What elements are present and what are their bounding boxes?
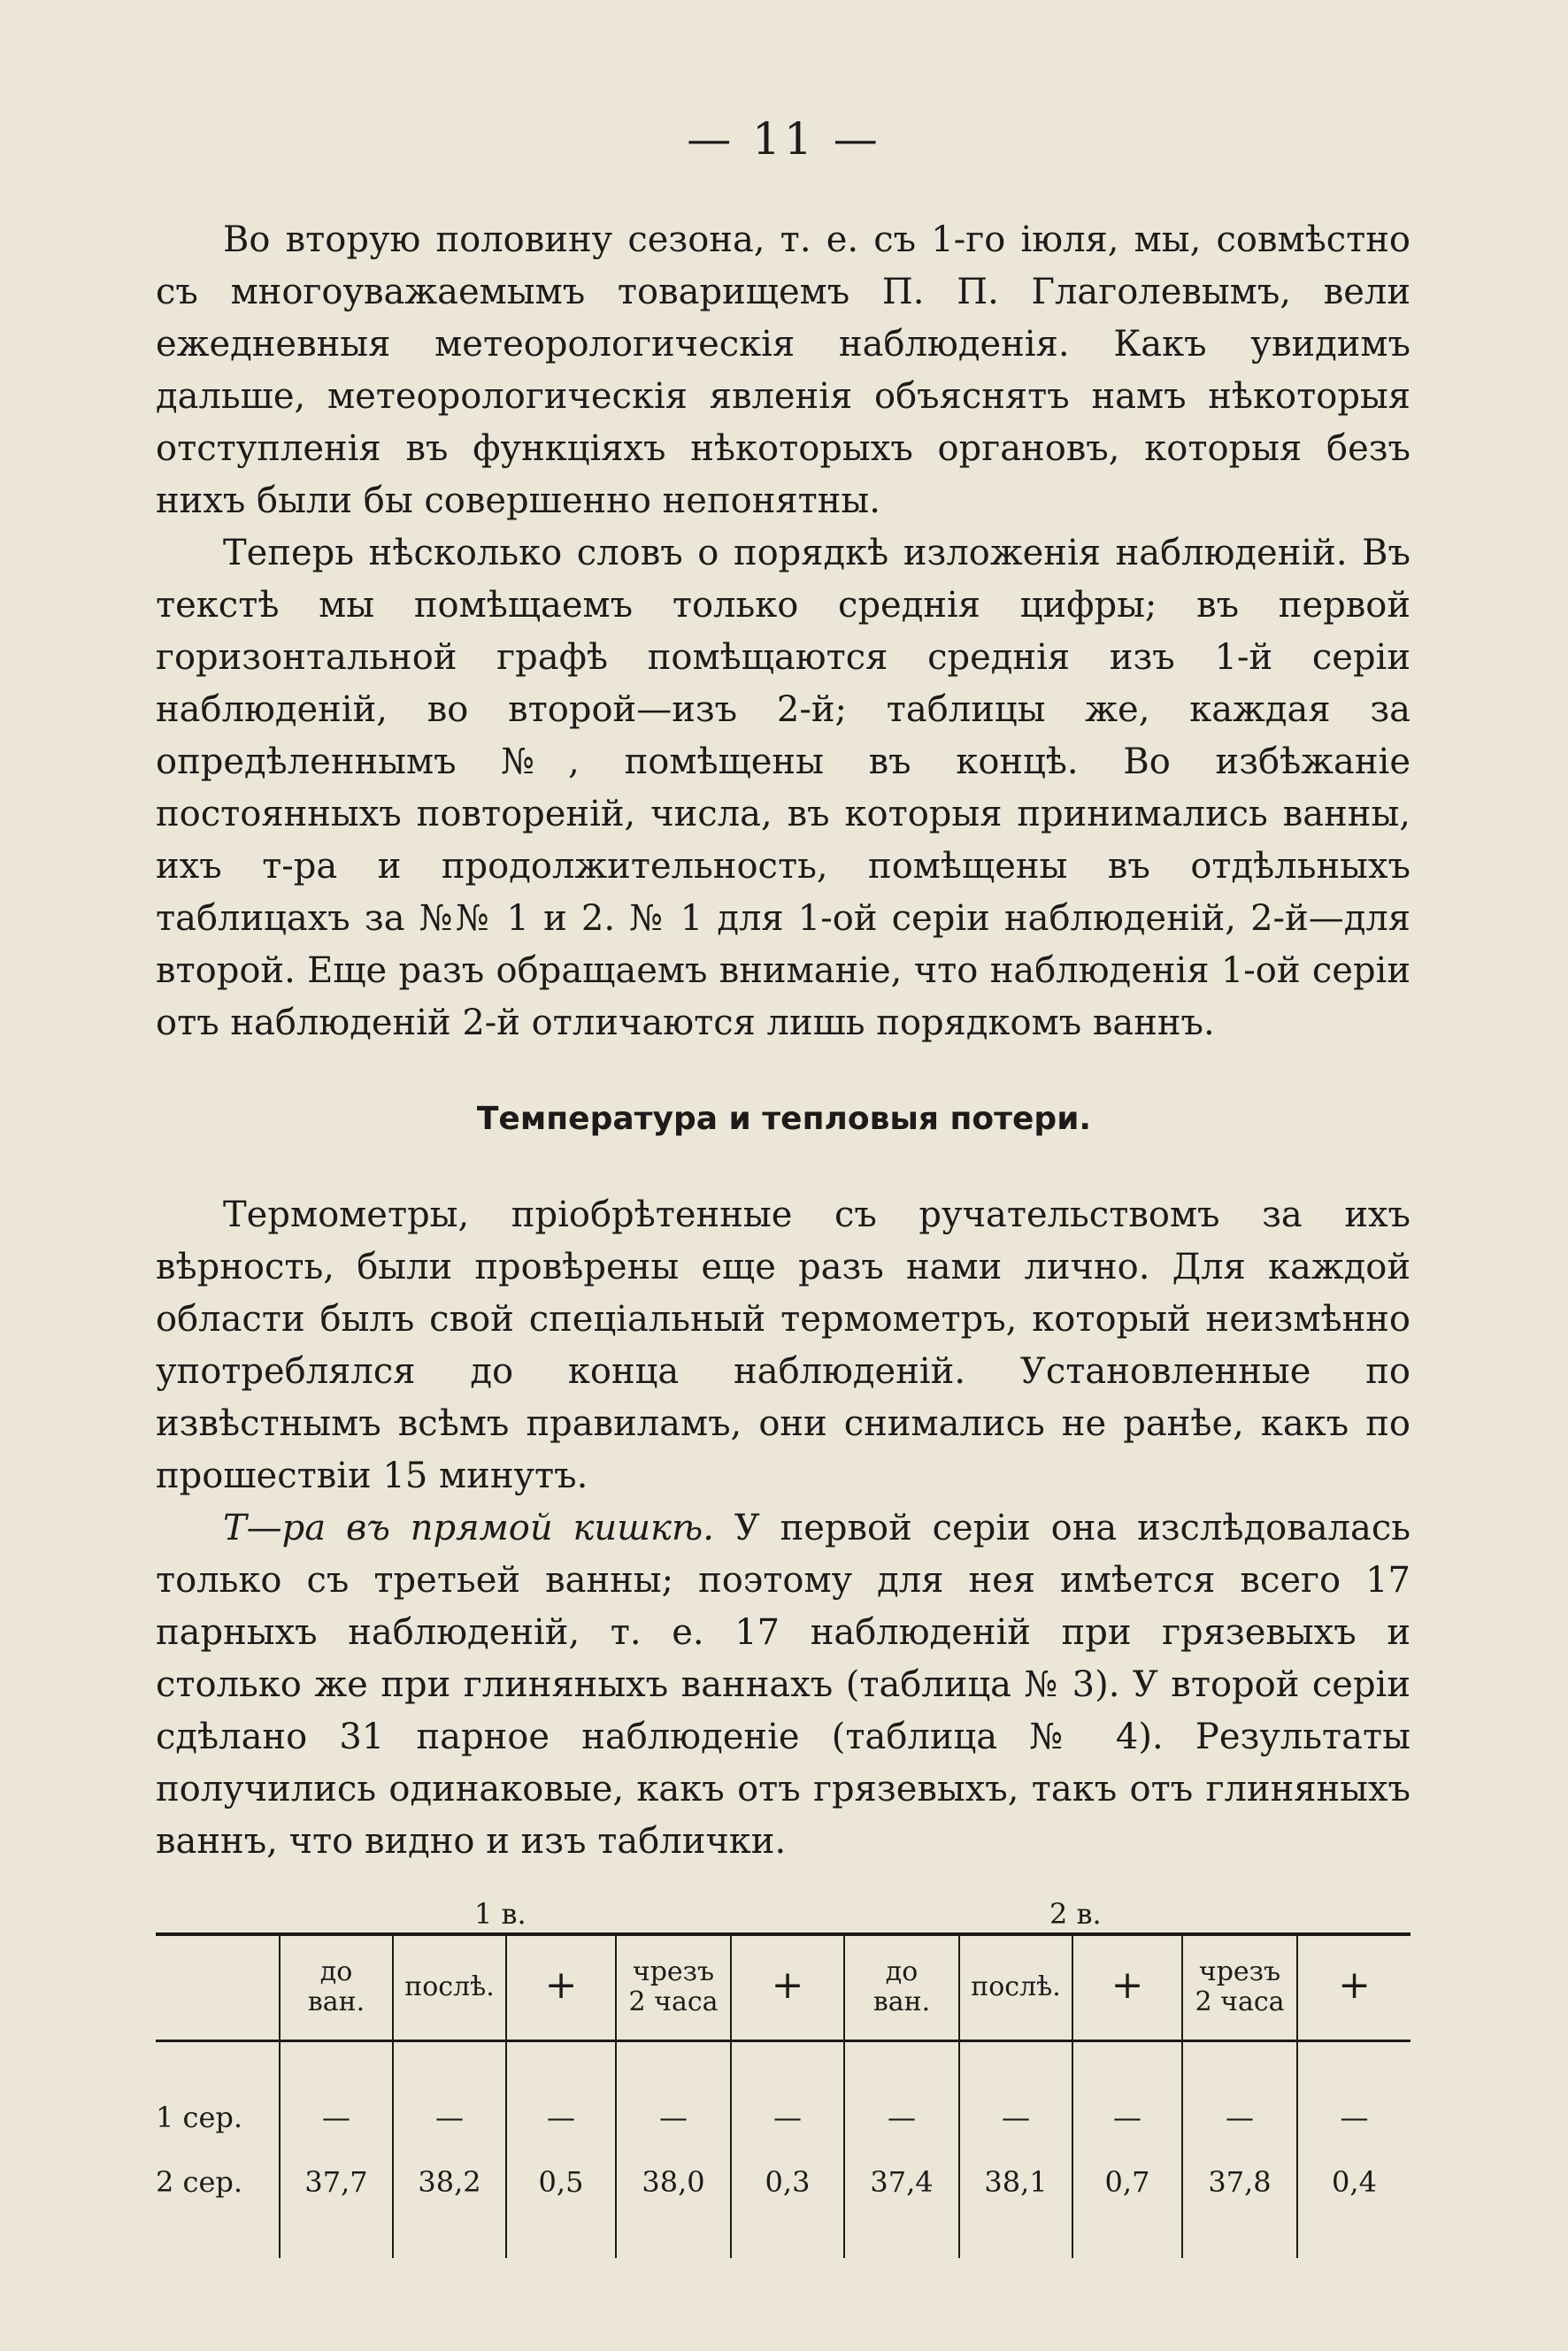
temperature-table <box>156 1932 1410 2258</box>
table-group-labels <box>156 1897 1410 1932</box>
table-cell: — <box>959 2040 1072 2140</box>
header-plus-3: + <box>1072 1934 1182 2040</box>
header-before-2: до ван. <box>844 1934 959 2040</box>
header-before-1: до ван. <box>280 1934 393 2040</box>
table-header-row <box>156 1934 1410 2040</box>
table-cell: — <box>1182 2040 1297 2140</box>
intro-text <box>156 214 1410 1049</box>
paragraph-thermometers: Термометры, пріобрѣтенные съ ручательствомъ за ихъ вѣрность, были провѣрены еще разъ нами лично. Для каждой области былъ свой спеціальный термометръ, который неизмѣнно употреблялся до конца наблюденій. Установленные по извѣстнымъ всѣмъ правиламъ, они снимались не ранѣе, какъ по прошествіи 15 минутъ. <box>156 1195 1410 1496</box>
row-label: 2 сер. <box>156 2164 243 2199</box>
table-cell: 0,7 <box>1072 2140 1182 2224</box>
row-label: 1 сер. <box>156 2100 243 2134</box>
rectal-lead: Т—ра въ прямой кишкѣ. <box>223 1508 714 1548</box>
paragraph-rectal <box>156 1502 1410 1868</box>
temperature-table-block <box>156 1897 1410 2258</box>
paragraph-order: Теперь нѣсколько словъ о порядкѣ изложенія наблюденій. Въ текстѣ мы помѣщаемъ только среднія цифры; въ первой горизонтальной графѣ помѣщаются среднія изъ 1-й серіи наблюденій, во второй—изъ 2-й; таблицы же, каждая за опредѣленнымъ №, помѣщены въ концѣ. Во избѣжаніе постоянныхъ повтореній, числа, въ которыя принимались ванны, ихъ т-ра и продолжительность, помѣщены въ отдѣльныхъ таблицахъ за №№ 1 и 2. № 1 для 1-ой серіи наблюденій, 2-й—для второй. Еще разъ обращаемъ вниманіе, что наблюденія 1-ой серіи отъ наблюденій 2-й отличаются лишь порядкомъ ваннъ. <box>156 533 1410 1043</box>
table-cell: 37,8 <box>1182 2140 1297 2224</box>
table-cell: 38,2 <box>393 2140 506 2224</box>
group-label-first-bath: 1 в. <box>474 1897 527 1931</box>
table-cell: 0,5 <box>506 2140 616 2224</box>
temperature-text <box>156 1189 1410 1868</box>
rectal-body: У первой серіи она изслѣдовалась только съ третьей ванны; поэтому для нея имѣется всего 17 парныхъ наблюденій, т. е. 17 наблюденій при грязевыхъ и столько же при глиняныхъ ваннахъ (таблица № 3). У второй серіи сдѣлано 31 парное наблюденіе (таблица № 4). Результаты получились одинаковые, какъ отъ грязевыхъ, такъ отъ глиняныхъ ваннъ, что видно и изъ таблички. <box>156 1508 1411 1862</box>
table-cell: — <box>506 2040 616 2140</box>
table-cell: 37,7 <box>280 2140 393 2224</box>
header-after-2: послѣ. <box>959 1934 1072 2040</box>
header-2h-2: чрезъ 2 часа <box>1182 1934 1297 2040</box>
table-cell: — <box>1072 2040 1182 2140</box>
header-plus-4: + <box>1297 1934 1410 2040</box>
table-cell: 38,0 <box>616 2140 731 2224</box>
table-cell: 38,1 <box>959 2140 1072 2224</box>
header-corner <box>156 1934 280 2040</box>
header-plus-1: + <box>506 1934 616 2040</box>
table-cell: — <box>844 2040 959 2140</box>
page-number: — 11 — <box>687 113 881 165</box>
group-label-second-bath: 2 в. <box>1049 1897 1102 1931</box>
table-cell: 0,3 <box>731 2140 844 2224</box>
table-cell: — <box>616 2040 731 2140</box>
table-cell: 37,4 <box>844 2140 959 2224</box>
header-2h-1: чрезъ 2 часа <box>616 1934 731 2040</box>
table-row-series-2 <box>156 2140 1410 2224</box>
table-cell: 0,4 <box>1297 2140 1410 2224</box>
table-tail <box>156 2224 1410 2258</box>
table-cell: — <box>280 2040 393 2140</box>
header-plus-2: + <box>731 1934 844 2040</box>
header-after-1: послѣ. <box>393 1934 506 2040</box>
paragraph-observations: Во вторую половину сезона, т. е. съ 1-го іюля, мы, совмѣстно съ многоуважаемымъ товарищемъ П. П. Глаголевымъ, вели ежедневныя метеорологическія наблюденія. Какъ увидимъ дальше, метеорологическія явленія объяснятъ намъ нѣкоторыя отступленія въ функціяхъ нѣкоторыхъ органовъ, которыя безъ нихъ были бы совершенно непонятны. <box>156 219 1410 521</box>
table-cell: — <box>393 2040 506 2140</box>
table-cell: — <box>1297 2040 1410 2140</box>
section-heading: Температура и тепловыя потери. <box>476 1101 1092 1137</box>
table-cell: — <box>731 2040 844 2140</box>
table-row-series-1 <box>156 2040 1410 2140</box>
